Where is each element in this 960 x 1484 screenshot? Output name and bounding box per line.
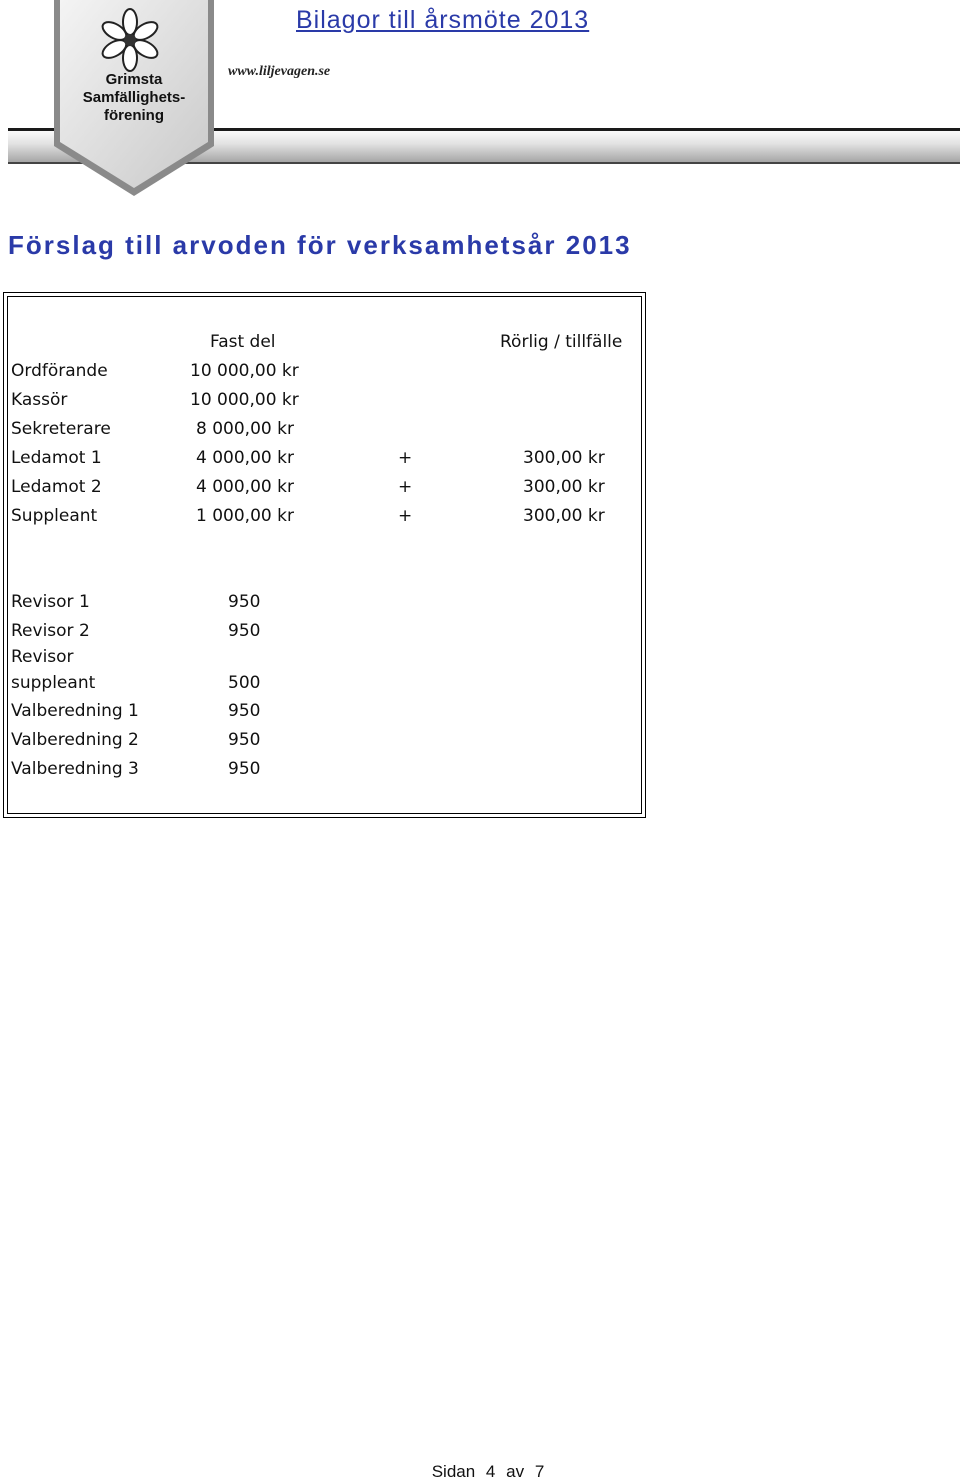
fee-role: Ledamot 1 <box>11 448 102 468</box>
auditor-amount: 950 <box>228 621 261 641</box>
logo-line-1: Grimsta <box>105 71 163 88</box>
fee-fixed: 10 000,00 kr <box>190 390 299 410</box>
auditor-role: Revisor <box>11 647 74 667</box>
fee-role: Ledamot 2 <box>11 477 102 497</box>
of-label: av <box>506 1462 525 1481</box>
page-total: 7 <box>534 1462 545 1481</box>
fee-fixed: 1 000,00 kr <box>196 506 294 526</box>
auditor-amount: 500 <box>228 673 261 693</box>
auditor-amount: 950 <box>228 701 261 721</box>
auditor-amount: 950 <box>228 730 261 750</box>
fee-plus: + <box>398 448 413 468</box>
fee-plus: + <box>398 477 413 497</box>
fee-fixed: 4 000,00 kr <box>196 477 294 497</box>
auditor-role: Valberedning 3 <box>11 759 139 779</box>
column-header-variable: Rörlig / tillfälle <box>500 332 623 352</box>
association-logo <box>52 0 216 198</box>
fee-variable: 300,00 kr <box>523 477 605 497</box>
auditor-role: Revisor 2 <box>11 621 90 641</box>
fee-fixed: 8 000,00 kr <box>196 419 294 439</box>
auditor-role: Valberedning 2 <box>11 730 139 750</box>
auditor-amount: 950 <box>228 592 261 612</box>
fee-plus: + <box>398 506 413 526</box>
page-footer <box>0 1462 960 1482</box>
logo-line-2: Samfällighets- <box>82 89 186 106</box>
auditor-role: Revisor 1 <box>11 592 90 612</box>
fee-role: Kassör <box>11 390 68 410</box>
fee-role: Suppleant <box>11 506 98 526</box>
auditor-amount: 950 <box>228 759 261 779</box>
page-label: Sidan <box>431 1462 476 1481</box>
fee-variable: 300,00 kr <box>523 448 605 468</box>
fee-role: Ordförande <box>11 361 108 381</box>
auditor-role-line2: suppleant <box>11 673 96 693</box>
auditor-role: Valberedning 1 <box>11 701 139 721</box>
fee-fixed: 4 000,00 kr <box>196 448 294 468</box>
fee-fixed: 10 000,00 kr <box>190 361 299 381</box>
logo-line-3: förening <box>104 107 164 124</box>
website-url: www.liljevagen.se <box>228 64 331 79</box>
document-title: Bilagor till årsmöte 2013 <box>296 6 590 34</box>
page-number: 4 <box>485 1462 496 1481</box>
fee-role: Sekreterare <box>11 419 111 439</box>
page-heading: Förslag till arvoden för verksamhetsår 2013 <box>8 230 632 260</box>
fee-variable: 300,00 kr <box>523 506 605 526</box>
column-header-fixed: Fast del <box>210 332 276 352</box>
